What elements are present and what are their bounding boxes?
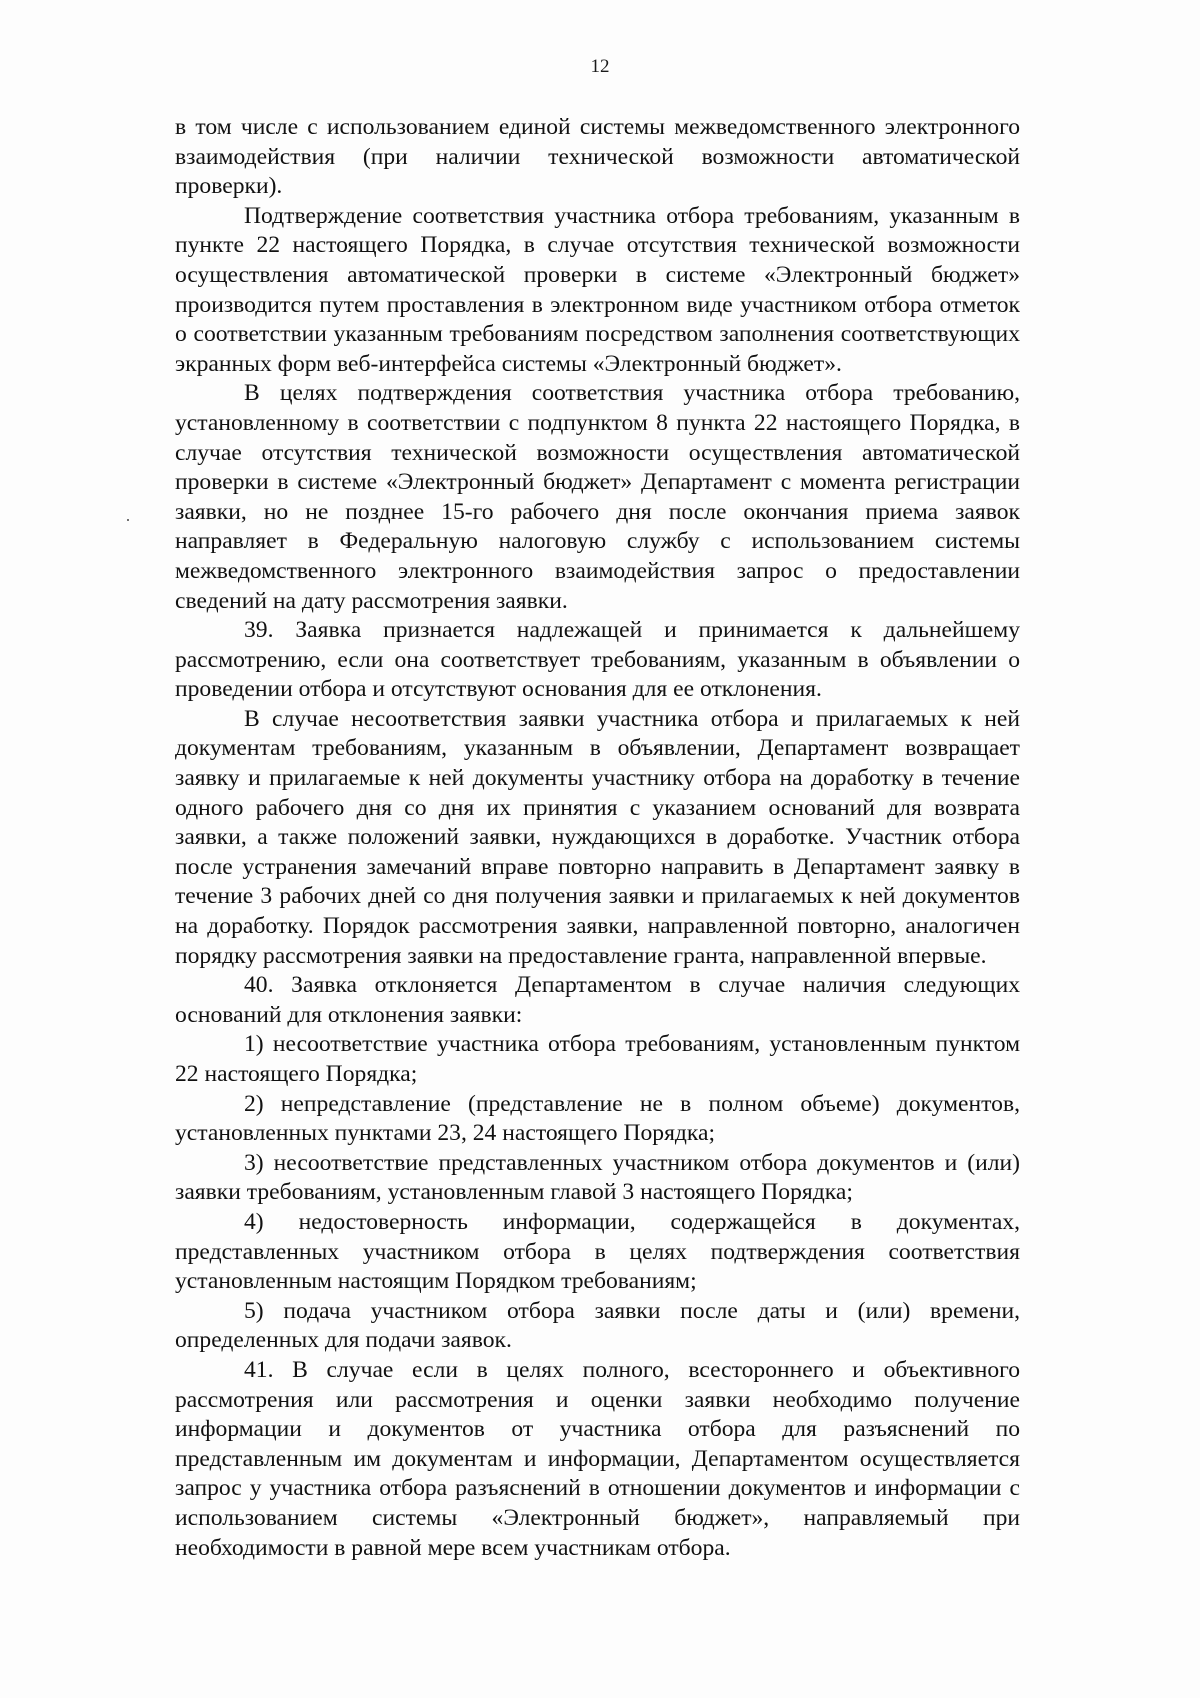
paragraph-continuation: в том числе с использованием единой системы межведомственного электронного взаимодействия (при наличии технической возможности автоматической проверки). bbox=[175, 114, 1020, 200]
paragraph-confirmation: Подтверждение соответствия участника отбора требованиям, указанным в пункте 22 настоящего Порядка, в случае отсутствия технической возможности осуществления автоматической проверки в системе «Электронный бюджет» производится путем проставления в электронном виде участником отбора отметок о соответствии указанным требованиям посредством заполнения соответствующих экранных форм веб-интерфейса системы «Электронный бюджет». bbox=[175, 202, 1020, 377]
paragraph-item-40: 40. Заявка отклоняется Департаментом в случае наличия следующих оснований для отклонения заявки: bbox=[175, 972, 1020, 1028]
scan-speck bbox=[127, 519, 129, 521]
list-item-5: 5) подача участником отбора заявки после даты и (или) времени, определенных для подачи заявок. bbox=[175, 1297, 1020, 1354]
page-number: 12 bbox=[590, 56, 610, 77]
paragraph-item-39: 39. Заявка признается надлежащей и принимается к дальнейшему рассмотрению, если она соответствует требованиям, указанным в объявлении о проведении отбора и отсутствуют основания для ее отклонения. bbox=[175, 617, 1020, 703]
paragraph-item-41: 41. В случае если в целях полного, всестороннего и объективного рассмотрения или рассмотрения и оценки заявки необходимо получение информации и документов от участника отбора для разъяснений по представленным им документам и информации, Департаментом осуществляется запрос у участника отбора разъяснений в отношении документов и информации с использованием системы «Электронный бюджет», направляемый при необходимости в равной мере всем участникам отбора. bbox=[175, 1356, 1020, 1561]
paragraph-return-application: В случае несоответствия заявки участника отбора и прилагаемых к ней документам требованиям, указанным в объявлении, Департамент возвращает заявку и прилагаемые к ней документы участнику отбора на доработку в течение одного рабочего дня со дня их принятия с указанием оснований для возврата заявки, а также положений заявки, нуждающихся в доработке. Участник отбора после устранения замечаний вправе повторно направить в Департамент заявку в течение 3 рабочих дней со дня получения заявки и прилагаемых к ней документов на доработку. Порядок рассмотрения заявки, направленной повторно, аналогичен порядку рассмотрения заявки на предоставление гранта, направленной впервые. bbox=[175, 705, 1020, 969]
list-item-2: 2) непредставление (представление не в полном объеме) документов, установленных пунктами 23, 24 настоящего Порядка; bbox=[175, 1090, 1020, 1147]
list-item-3: 3) несоответствие представленных участником отбора документов и (или) заявки требованиям, установленным главой 3 настоящего Порядка; bbox=[175, 1149, 1020, 1206]
list-item-4: 4) недостоверность информации, содержащейся в документах, представленных участником отбора в целях подтверждения соответствия установленным настоящим Порядком требованиям; bbox=[175, 1208, 1020, 1295]
document-body bbox=[175, 113, 1020, 1563]
list-item-1: 1) несоответствие участника отбора требованиям, установленным пунктом 22 настоящего Порядка; bbox=[175, 1031, 1020, 1087]
paragraph-tax-request: В целях подтверждения соответствия участника отбора требованию, установленному в соответствии с подпунктом 8 пункта 22 настоящего Порядка, в случае отсутствия технической возможности осуществления автоматической проверки в системе «Электронный бюджет» Департамент с момента регистрации заявки, но не позднее 15-го рабочего дня после окончания приема заявок направляет в Федеральную налоговую службу с использованием системы межведомственного электронного взаимодействия запрос о предоставлении сведений на дату рассмотрения заявки. bbox=[175, 380, 1020, 614]
